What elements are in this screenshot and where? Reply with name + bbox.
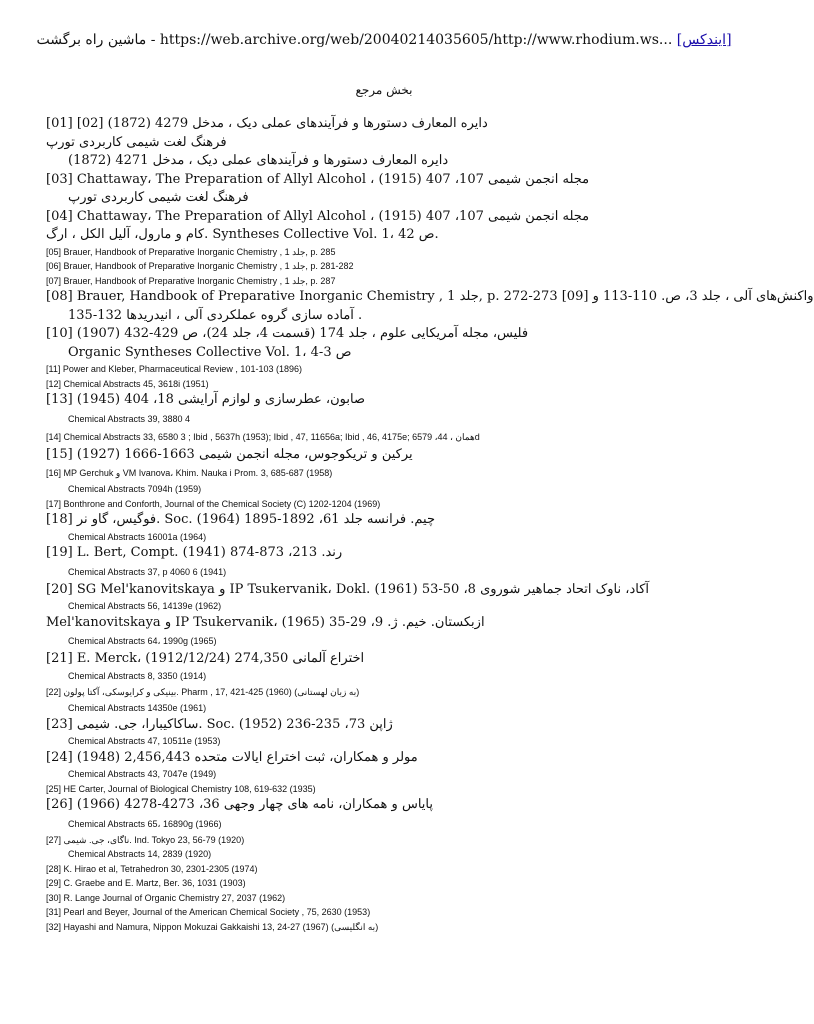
reference-line: فرهنگ لغت شیمی کاربردی تورپ [46, 134, 227, 150]
reference-line: [32] Hayashi and Namura, Nippon Mokuzai Gakkaishi 13, 24-27 (1967) (به انگلیسی) [46, 921, 379, 932]
reference-line: Organic Syntheses Collective Vol. 1، ص 3-4 [68, 344, 352, 360]
reference-line: [06] Brauer, Handbook of Preparative Inorganic Chemistry , 1 جلد, p. 281-282 [46, 261, 354, 271]
reference-line: [31] Pearl and Beyer, Journal of the American Chemical Society , 75, 2630 (1953) [46, 907, 371, 917]
reference-line: [10] فلیس، مجله آمریکایی علوم ، جلد 174 (قسمت 4، جلد 24)، ص 429-432 (1907) [46, 326, 529, 341]
reference-line: [20] SG Mel'kanovitskaya و IP Tsukervanik، Dokl. آکاد، ناوک اتحاد جماهیر شوروی 8، 50-53 (1961) [46, 581, 650, 597]
reference-line: Chemical Abstracts 56, 14139e (1962) [68, 601, 222, 611]
reference-line: [24] مولر و همکاران، ثبت اختراع ایالات متحده 2,456,443 (1948) [46, 749, 418, 765]
reference-line: آماده سازی گروه عملکردی آلی ، انیدریدها 132-135 . [68, 307, 363, 323]
reference-line: [15] یرکین و تریکوجوس، مجله انجمن شیمی 1663-1666 (1927) [46, 446, 413, 462]
reference-line: [30] R. Lange Journal of Organic Chemistry 27, 2037 (1962) [46, 892, 286, 903]
index-link[interactable]: [ایندکس] [676, 32, 732, 48]
reference-line: Chemical Abstracts 43, 7047e (1949) [68, 769, 217, 779]
reference-line: [23] ساکاکیبارا، جی. شیمی. Soc. ژاپن 73، 235-236 (1952) [46, 716, 393, 732]
reference-line: Mel'kanovitskaya و IP Tsukervanik، ازبکستان. خیم. ژ. 9، 29-35 (1965) [46, 614, 485, 630]
reference-line: Chemical Abstracts 16001a (1964) [68, 531, 207, 542]
reference-line: Chemical Abstracts 47, 10511e (1953) [68, 736, 221, 746]
header-title: ماشین راه برگشت - https://web.archive.org/web/20040214035605/http://www.rhodium.ws... [36, 32, 673, 48]
reference-line: [13] صابون، عطرسازی و لوازم آرایشی 18، 404 (1945) [46, 392, 366, 407]
reference-line: [16] MP Gerchuk و VM Ivanova، Khim. Nauka i Prom. 3, 685-687 (1958) [46, 468, 333, 478]
reference-line: [27] ناگای، جی. شیمی. Ind. Tokyo 23, 56-79 (1920) [46, 834, 245, 845]
reference-line: Chemical Abstracts 7094h (1959) [68, 484, 202, 494]
reference-line: [22] بینیکی و کرایوسکی، آکتا پولون. Pharm , 17, 421-425 (1960) (به زبان لهستانی) [46, 687, 360, 697]
reference-line: [18] فوگیس، گاو نر. Soc. چیم. فرانسه جلد 61، 1892-1895 (1964) [46, 512, 436, 527]
reference-line: [17] Bonthrone and Conforth, Journal of the Chemical Society (C) 1202-1204 (1969) [46, 498, 381, 509]
reference-line: [19] L. Bert, Compt. رند. 213، 873-874 (1941) [46, 545, 343, 560]
reference-line: [11] Power and Kleber, Pharmaceutical Review , 101-103 (1896) [46, 364, 302, 374]
reference-line: دایره المعارف دستورها و فرآیندهای عملی دیک ، مدخل 4271 (1872) [68, 153, 449, 168]
reference-line: Chemical Abstracts 14, 2839 (1920) [68, 849, 212, 859]
reference-line: [07] Brauer, Handbook of Preparative Inorganic Chemistry , 1 جلد, p. 287 [46, 275, 336, 286]
reference-line: Chemical Abstracts 64، 1990g (1965) [68, 636, 217, 646]
reference-line: [12] Chemical Abstracts 45, 3618i (1951) [46, 378, 209, 389]
reference-line: [03] Chattaway، The Preparation of Allyl Alcohol ، مجله انجمن شیمی 107، 407 (1915) [46, 171, 590, 187]
reference-line: فرهنگ لغت شیمی کاربردی تورپ [68, 190, 249, 205]
reference-line: [14] Chemical Abstracts 33, 6580 3 ; Ibid , 5637h (1953); Ibid , 47, 11656a; Ibid , 46, 4175e; همان ، 44، 6579d [46, 431, 480, 442]
reference-line: [08] Brauer, Handbook of Preparative Inorganic Chemistry , 1 جلد, p. 272-273 [09] واکنش‌های آلی ، جلد 3، ص. 110-113 و [46, 289, 814, 304]
reference-line: [29] C. Graebe and E. Martz, Ber. 36, 1031 (1903) [46, 878, 246, 888]
reference-line: [25] HE Carter, Journal of Biological Chemistry 108, 619-632 (1935) [46, 783, 316, 794]
reference-line: [01] [02] دایره المعارف دستورها و فرآیندهای عملی دیک ، مدخل 4279 (1872) [46, 116, 488, 131]
reference-line: کام و مارول، آلیل الکل ، ارگ. Syntheses Collective Vol. 1، 42 ص. [46, 227, 439, 242]
reference-line: Chemical Abstracts 14350e (1961) [68, 703, 207, 713]
reference-line: [05] Brauer, Handbook of Preparative Inorganic Chemistry , 1 جلد, p. 285 [46, 246, 336, 257]
reference-line: Chemical Abstracts 37, p 4060 6 (1941) [68, 566, 227, 577]
reference-line: Chemical Abstracts 39, 3880 4 [68, 413, 191, 424]
section-title: بخش مرجع [355, 83, 413, 97]
reference-line: [26] پایاس و همکاران، نامه های چهار وجهی 36، 4273-4278 (1966) [46, 797, 433, 812]
reference-line: Chemical Abstracts 8, 3350 (1914) [68, 670, 207, 681]
page-header [0, 32, 768, 48]
reference-line: [21] E. Merck، اختراع آلمانی 274,350 (1912/12/24) [46, 651, 365, 666]
reference-line: Chemical Abstracts 65، 16890g (1966) [68, 818, 222, 829]
reference-list [46, 115, 814, 934]
reference-line: [04] Chattaway، The Preparation of Allyl Alcohol ، مجله انجمن شیمی 107، 407 (1915) [46, 208, 590, 224]
reference-line: [28] K. Hirao et al, Tetrahedron 30, 2301-2305 (1974) [46, 863, 258, 874]
